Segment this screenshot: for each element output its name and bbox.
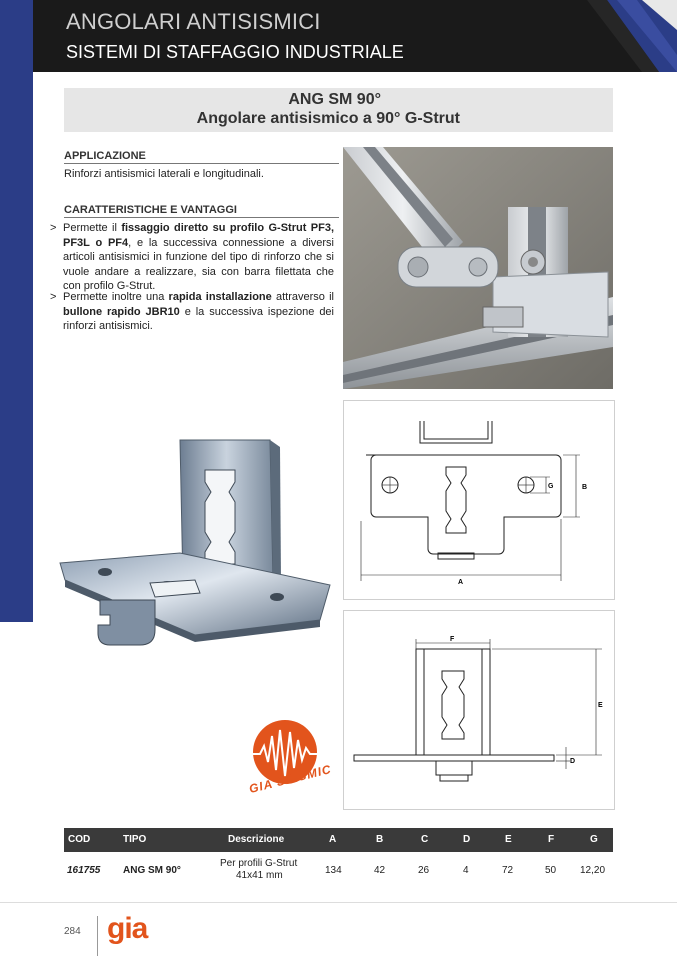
table-header: [64, 828, 613, 852]
cell-descr-line2: 41x41 mm: [236, 870, 283, 881]
cell-tipo: ANG SM 90°: [123, 865, 181, 876]
col-cod: COD: [68, 834, 91, 845]
feature-bullet-1: [50, 221, 334, 294]
col-g: G: [590, 834, 598, 845]
footer-divider: [0, 902, 677, 903]
dim-a-label: A: [458, 579, 464, 586]
cell-cod: 161755: [67, 865, 101, 876]
page-header: [33, 0, 677, 72]
feature-bullet-2: [50, 290, 334, 334]
installation-photo: [343, 147, 613, 389]
applicazione-heading: APPLICAZIONE: [64, 150, 339, 164]
side-view-drawing: [344, 611, 614, 809]
bullet-bold: fissaggio diretto su profilo G-Strut PF3, PF3L o PF4: [63, 222, 334, 249]
footer-separator: [97, 916, 98, 956]
applicazione-text: Rinforzi antisismici laterali e longitudinali.: [64, 168, 264, 180]
product-title-box: [64, 88, 613, 132]
col-tipo: TIPO: [123, 834, 147, 845]
cell-descr-line1: Per profili G-Strut: [220, 858, 298, 869]
technical-drawing-top: [343, 400, 615, 600]
left-accent-bar: [0, 0, 33, 622]
col-descrizione: Descrizione: [228, 834, 285, 845]
installation-photo-graphic: [343, 147, 613, 389]
technical-drawing-side: [343, 610, 615, 810]
product-name: ANG SM 90°: [288, 91, 381, 108]
cell-c: 26: [418, 865, 430, 876]
product-render: [55, 435, 340, 650]
bullet-text: Permette il: [63, 222, 122, 234]
bullet-bold: bullone rapido JBR10: [63, 305, 180, 318]
cell-b: 42: [374, 865, 386, 876]
col-a: A: [329, 834, 337, 845]
cell-d: 4: [463, 865, 469, 876]
section-subtitle: SISTEMI DI STAFFAGGIO INDUSTRIALE: [66, 42, 404, 62]
cell-a: 134: [325, 865, 342, 876]
cell-e: 72: [502, 865, 514, 876]
dim-e-label: E: [598, 702, 603, 709]
dim-d-label: D: [570, 758, 576, 765]
bullet-marker: >: [50, 222, 57, 234]
top-view-drawing: [344, 401, 614, 599]
page-number: 284: [64, 926, 81, 937]
col-b: B: [376, 834, 384, 845]
caratteristiche-heading: CARATTERISTICHE E VANTAGGI: [64, 204, 339, 218]
dim-g-label: G: [548, 483, 554, 490]
col-f: F: [548, 834, 555, 845]
dim-f-label: F: [450, 636, 455, 643]
bullet-text: , e la successiva connessione a diversi articoli antisismici in funzione del tipo di rinforzo che si vuole andare a realizzare, sia con barra filettata che con profilo G-Strut.: [63, 236, 334, 292]
cell-g: 12,20: [580, 865, 606, 876]
cell-f: 50: [545, 865, 557, 876]
col-e: E: [505, 834, 512, 845]
bullet-bold: rapida installazione: [168, 291, 272, 303]
section-title: ANGOLARI ANTISISMICI: [66, 9, 321, 34]
dim-b-label: B: [582, 484, 588, 491]
header-decoration: [587, 0, 677, 72]
bullet-marker: >: [50, 291, 57, 303]
bullet-text: attraverso il: [271, 291, 334, 303]
product-description-title: Angolare antisismico a 90° G-Strut: [196, 110, 460, 127]
bullet-text: e la successiva ispezione dei rinforzi antisismici.: [63, 305, 334, 332]
bullet-text: Permette inoltre una: [63, 291, 169, 303]
col-d: D: [463, 834, 471, 845]
seismic-logo-text: GIA SEISMIC: [247, 761, 334, 797]
col-c: C: [421, 834, 429, 845]
brand-logo: gia: [107, 912, 148, 945]
